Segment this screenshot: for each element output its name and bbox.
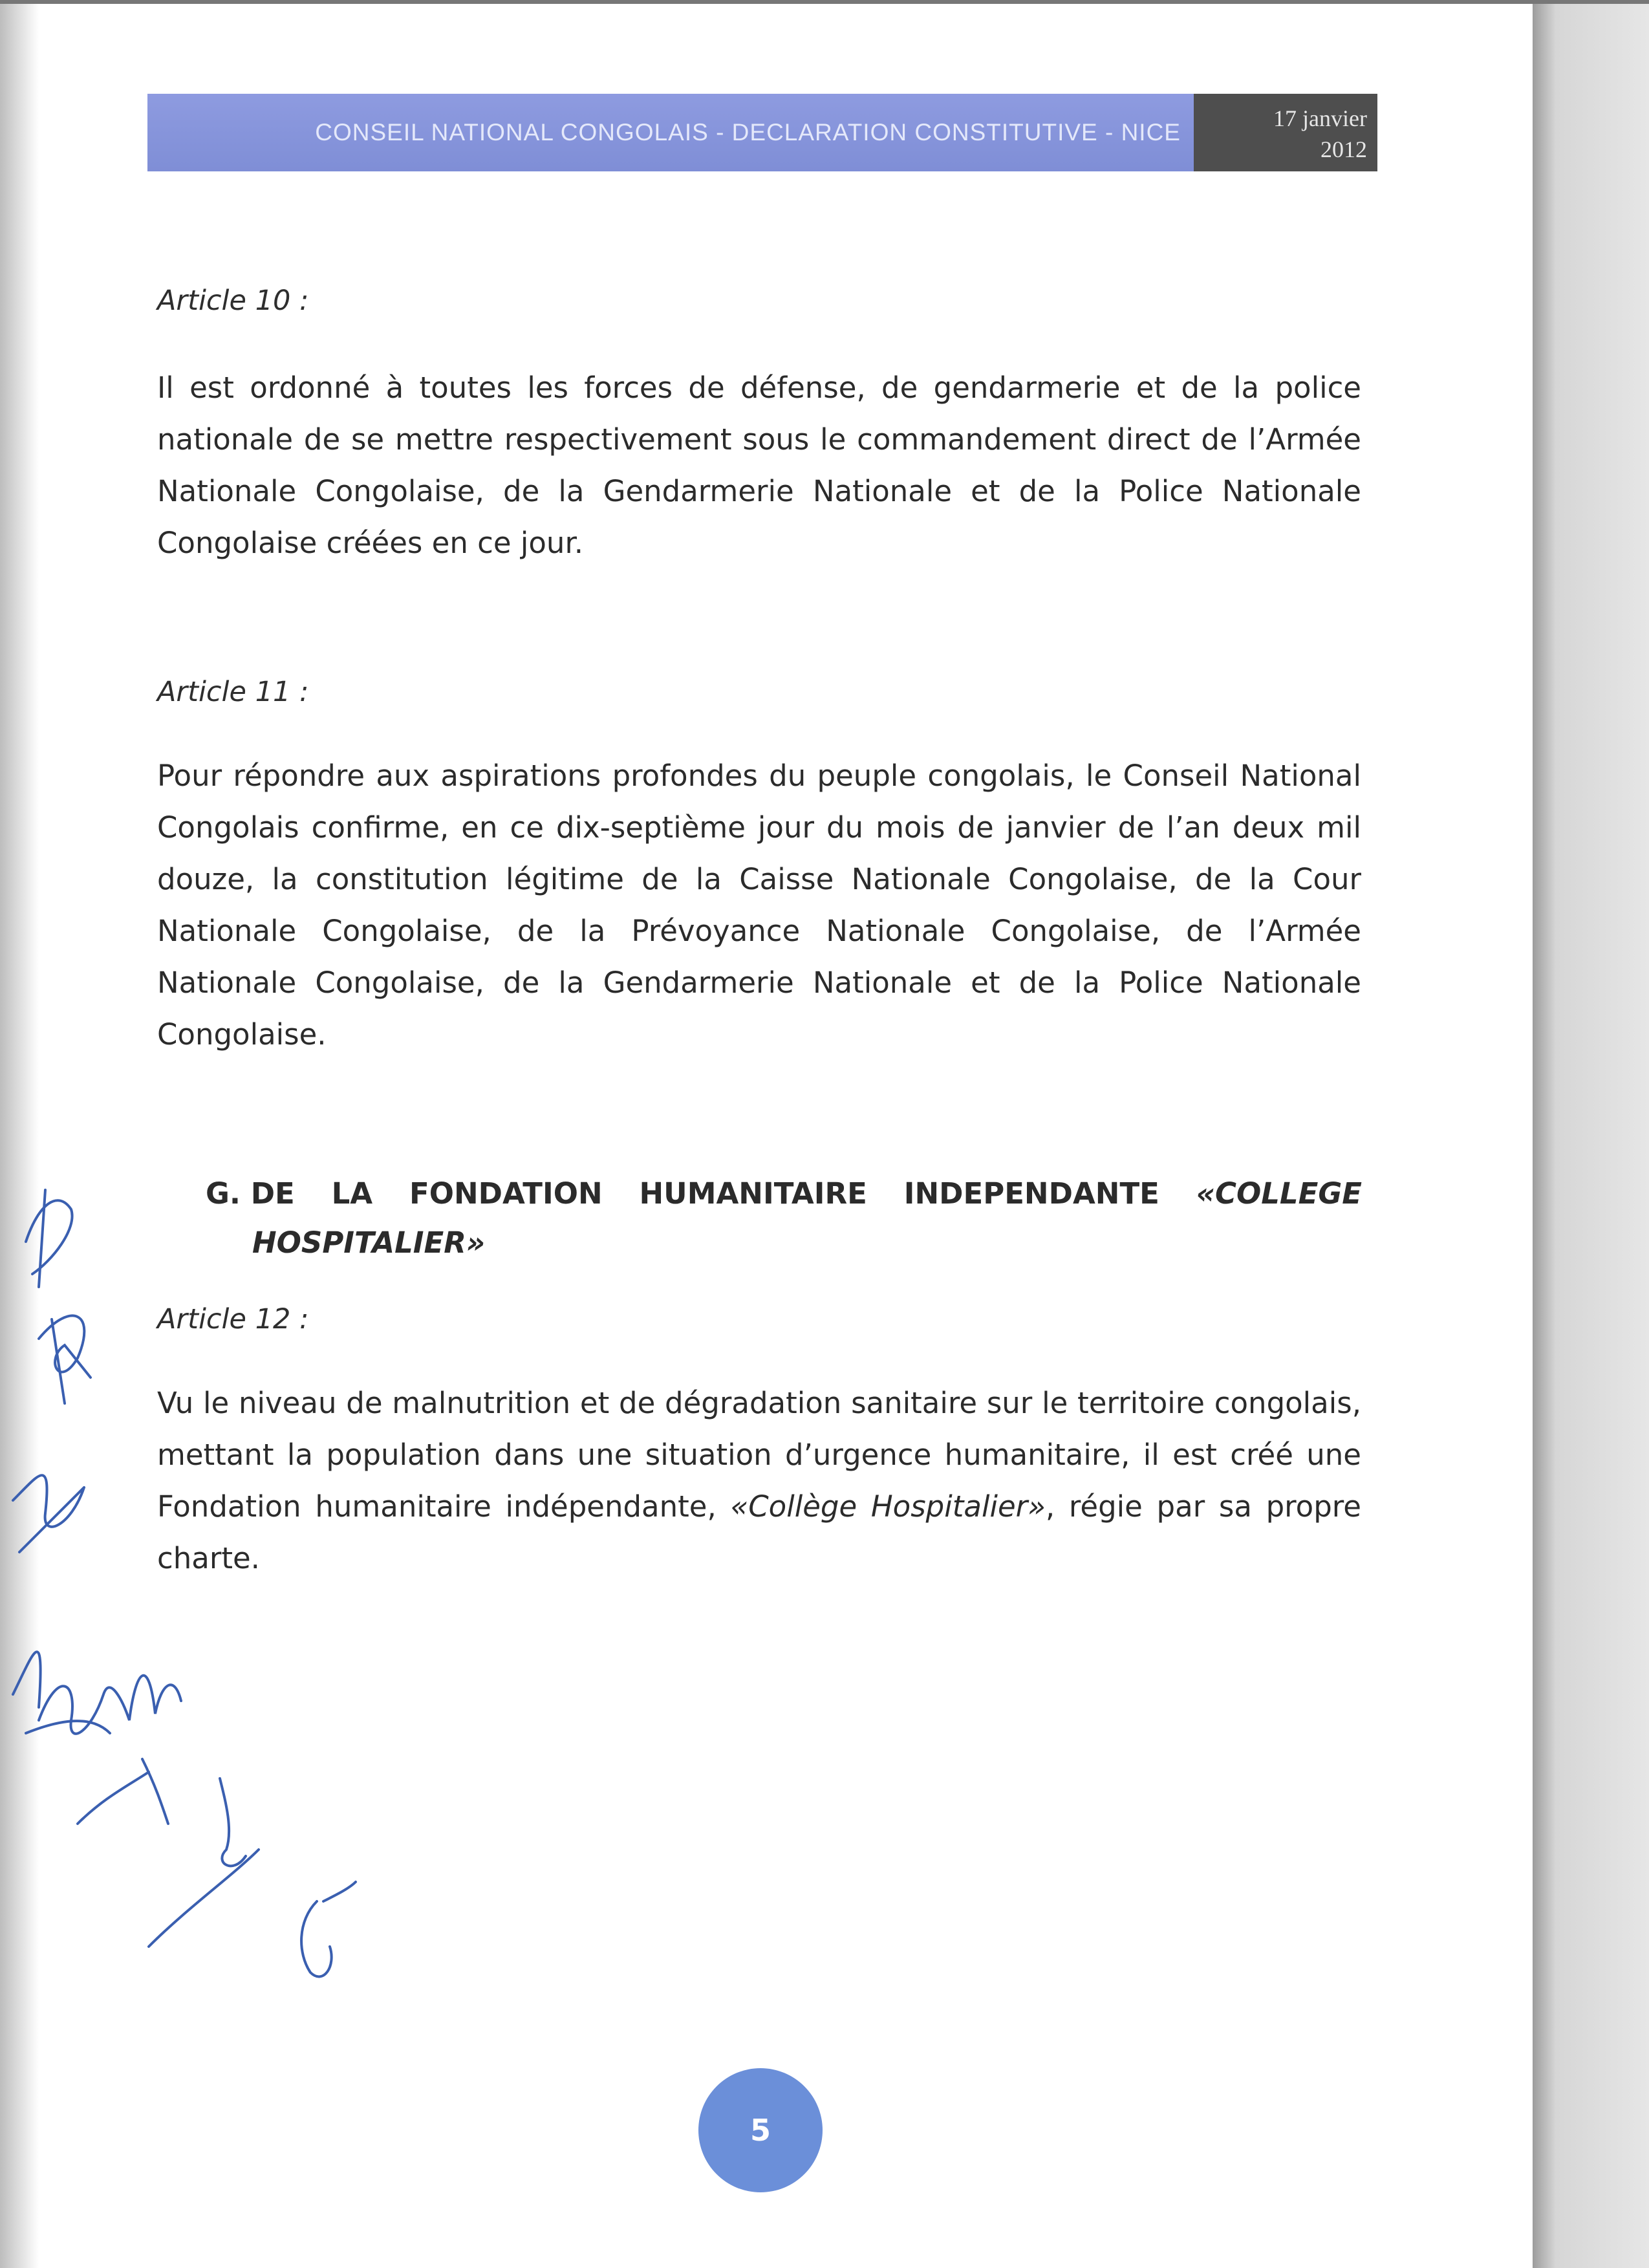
article-12-title: Article 12 : [157, 1303, 309, 1335]
article-11-title: Article 11 : [157, 676, 309, 708]
header-title-band [147, 94, 1194, 171]
article-11-text: Pour répondre aux aspirations profondes du peuple congolais, le Conseil National Congolais confirme, en ce dix-septième jour du mois de janvier de l’an deux mil douze, la constitution légitime de la Caisse Nationale Congolaise, de la Cour Nationale Congolaise, de la Prévoyance Nationale Congolaise, de l’Armée Nationale Congolaise, de la Gendarmerie Nationale et de la Police Nationale Congolaise. [157, 759, 1361, 1052]
section-g-word-2: LA [331, 1176, 373, 1211]
page-header [147, 94, 1377, 171]
signature-marks [0, 1164, 388, 2037]
handwritten-signatures [0, 1164, 388, 2037]
header-date-day: 17 janvier [1273, 105, 1367, 131]
section-g-quote-end: HOSPITALIER» [252, 1226, 486, 1260]
scan-top-edge [0, 0, 1649, 4]
section-g-word-1: G. DE [206, 1176, 295, 1211]
article-10-text: Il est ordonné à toutes les forces de défense, de gendarmerie et de la police nationale de se mettre respectivement sous le commandement direct de l’Armée Nationale Congolaise, de la Gendarmerie Nationale et de la Police Nationale Congolaise créées en ce jour. [157, 371, 1361, 560]
article-10-title: Article 10 : [157, 285, 309, 317]
article-12-text-before: Vu le niveau de malnutrition et de dégradation sanitaire sur le territoire congolais, mettant la population dans une situation d’urgence humanitaire, il est créé une Fondation humanitaire indépendante, [157, 1386, 1361, 1524]
section-g-quote-start: «COLLEGE [1196, 1176, 1362, 1211]
page-number-badge: 5 [698, 2068, 823, 2192]
article-12-text-after: , régie par sa propre charte. [157, 1489, 1361, 1575]
article-12-text-italic: «Collège Hospitalier» [730, 1489, 1046, 1524]
section-g-word-4: HUMANITAIRE [639, 1176, 867, 1211]
header-date [1194, 94, 1377, 171]
header-date-year: 2012 [1320, 136, 1367, 162]
header-title: CONSEIL NATIONAL CONGOLAIS - DECLARATION CONSTITUTIVE - NICE [315, 119, 1181, 146]
scan-right-edge [1533, 0, 1649, 2268]
section-g-word-5: INDEPENDANTE [903, 1176, 1159, 1211]
section-g-word-3: FONDATION [409, 1176, 603, 1211]
